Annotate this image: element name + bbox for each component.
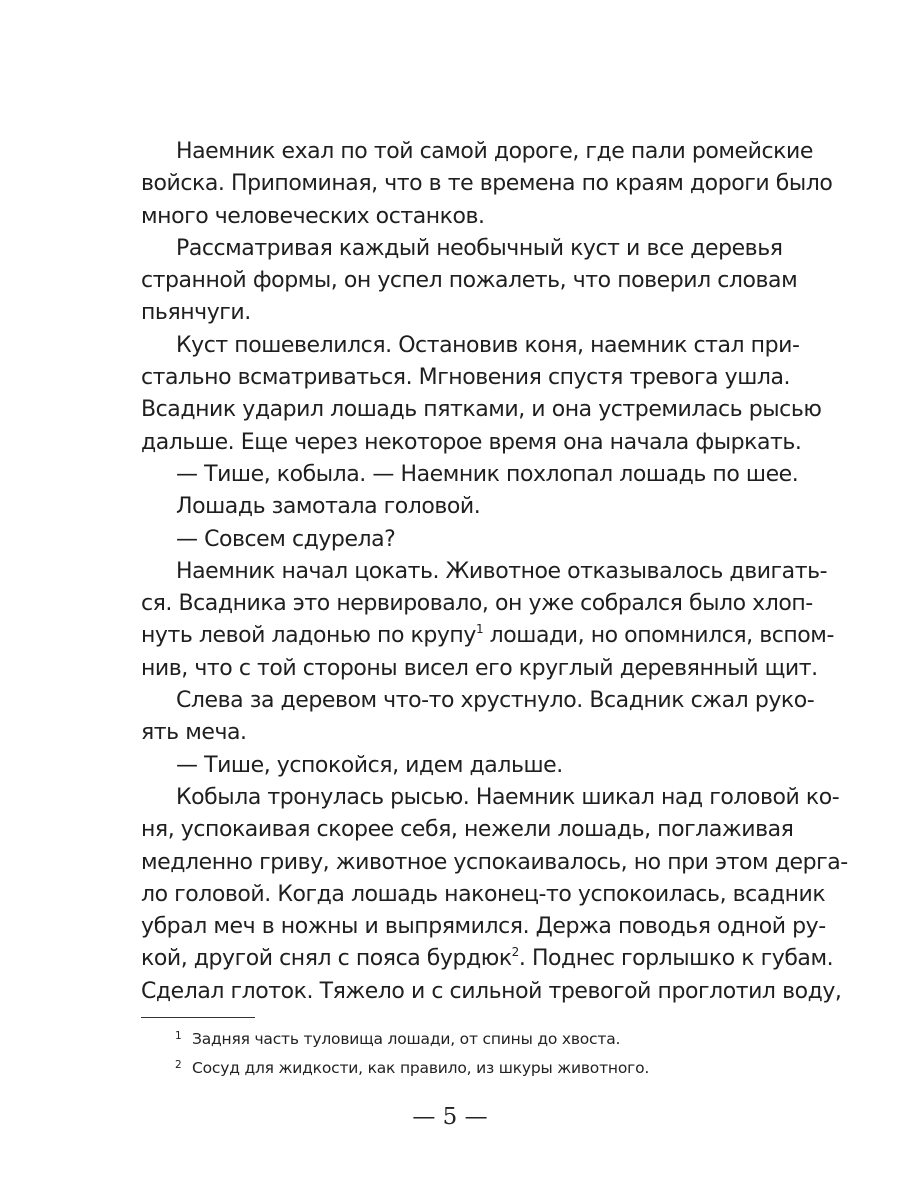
line-text: Куст пошевелился. Остановив коня, наемник стал при- <box>176 332 800 358</box>
line-text: ня, успокаивая скорее себя, нежели лошадь, поглаживая <box>141 817 794 843</box>
line-text: стально всматриваться. Мгновения спустя тревога ушла. <box>141 365 791 391</box>
line-text: Лошадь замотала головой. <box>176 494 481 520</box>
text-line <box>141 233 783 265</box>
text-line <box>141 394 822 426</box>
line-text: — Тише, кобыла. — Наемник похлопал лошадь по шее. <box>176 461 799 487</box>
text-line <box>141 201 769 233</box>
text-line <box>141 297 769 329</box>
text-line <box>141 556 828 588</box>
text-line <box>141 847 848 879</box>
line-text: кой, другой снял с пояса бурдюк <box>141 946 512 972</box>
line-text: пьянчуги. <box>141 300 251 326</box>
footnote-reference: 2 <box>511 945 519 960</box>
line-text-continued: . Поднес горлышко к губам. <box>518 946 834 972</box>
line-text: нив, что с той стороны висел его круглый деревянный щит. <box>141 655 818 681</box>
line-text: медленно гриву, животное успокаивалось, но при этом дерга- <box>141 849 848 875</box>
text-line <box>141 588 813 620</box>
footnote-text: Сосуд для жидкости, как правило, из шкуры животного. <box>192 1059 650 1077</box>
line-text: странной формы, он успел пожалеть, что поверил словам <box>141 268 798 294</box>
footnote-text: Задняя часть туловища лошади, от спины до хвоста. <box>192 1030 621 1048</box>
footnote-separator <box>141 1017 255 1018</box>
line-text: Сделал глоток. Тяжело и с сильной тревогой проглотил воду, <box>141 978 842 1004</box>
line-text: ся. Всадника это нервировало, он уже собрался было хлоп- <box>141 591 813 617</box>
line-text: убрал меч в ножны и выпрямился. Держа поводья одной ру- <box>141 914 826 940</box>
text-line <box>141 620 834 652</box>
text-line <box>141 685 815 717</box>
text-line <box>141 136 813 168</box>
text-line <box>141 459 799 491</box>
text-line <box>141 943 834 975</box>
line-text: — Тише, успокойся, идем дальше. <box>176 752 563 778</box>
text-line <box>141 976 842 1008</box>
text-line <box>141 330 800 362</box>
line-text: — Совсем сдурела? <box>176 526 396 552</box>
text-line <box>141 265 798 297</box>
line-text: нуть левой ладонью по крупу <box>141 623 476 649</box>
page-number: — 5 — <box>412 1104 488 1130</box>
text-line <box>141 168 833 200</box>
text-line <box>141 814 794 846</box>
footnote: 1 Задняя часть туловища лошади, от спины до хвоста. <box>175 1030 621 1048</box>
line-text: много человеческих останков. <box>141 203 485 229</box>
line-text: Наемник начал цокать. Животное отказывалось двигать- <box>176 558 828 584</box>
text-line <box>141 911 826 943</box>
line-text-continued: лошади, но опомнился, вспом- <box>483 623 834 649</box>
line-text: Кобыла тронулась рысью. Наемник шикал над головой ко- <box>176 784 840 810</box>
text-line <box>141 427 802 459</box>
footnotes <box>175 1025 649 1083</box>
line-text: ло головой. Когда лошадь наконец-то успокоилась, всадник <box>141 881 826 907</box>
text-line <box>141 362 791 394</box>
text-line <box>141 653 818 685</box>
text-line <box>141 750 769 782</box>
line-text: Слева за деревом что-то хрустнуло. Всадник сжал руко- <box>176 688 815 714</box>
body-text <box>141 136 848 1008</box>
line-text: Наемник ехал по той самой дороге, где пали ромейские <box>176 139 813 164</box>
text-line <box>141 491 769 523</box>
line-text: ять меча. <box>141 720 247 746</box>
text-line <box>141 879 826 911</box>
footnote-reference: 1 <box>475 622 484 637</box>
text-line <box>141 782 840 814</box>
line-text: Всадник ударил лошадь пятками, и она устремилась рысью <box>141 397 822 423</box>
text-line <box>141 524 769 556</box>
line-text: Рассматривая каждый необычный куст и все деревья <box>176 235 783 261</box>
footnote: 2 Сосуд для жидкости, как правило, из шкуры животного. <box>175 1059 650 1077</box>
line-text: войска. Припоминая, что в те времена по краям дороги было <box>141 171 833 197</box>
text-line <box>141 717 769 749</box>
line-text: дальше. Еще через некоторое время она начала фыркать. <box>141 429 802 455</box>
